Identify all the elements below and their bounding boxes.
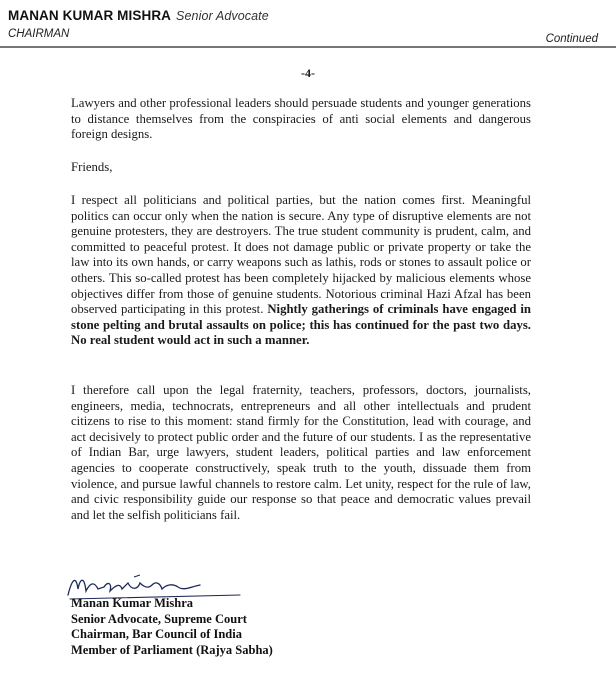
paragraph-persuade bbox=[71, 96, 531, 143]
signatory-designation-2: Chairman, Bar Council of India bbox=[71, 627, 242, 642]
page-number: -4- bbox=[301, 66, 315, 80]
letterhead-title: Senior Advocate bbox=[176, 9, 269, 23]
letterhead-role: CHAIRMAN bbox=[8, 28, 70, 40]
signatory-name: Manan Kumar Mishra bbox=[71, 596, 193, 610]
paragraph-text bbox=[71, 193, 531, 349]
letterhead-name: MANAN KUMAR MISHRA bbox=[8, 8, 172, 23]
signatory-designation-1: Senior Advocate, Supreme Court bbox=[71, 611, 247, 626]
signatory-designation-3: Member of Parliament (Rajya Sabha) bbox=[71, 643, 273, 658]
continued-label: Continued bbox=[545, 33, 598, 45]
signature-block bbox=[71, 596, 273, 659]
salutation bbox=[71, 160, 531, 176]
paragraph-regular-text: I respect all politicians and political parties, but the nation comes first. Meaningful politics can occur only when the nation is secure. Any type of disruptive elements are not genuine protesters, they are destroyers. The true student community is prudent, calm, and committed to peaceful protest. It does not damage public or private property or take the law into its own hands, or carry weapons such as lathis, rods or stones to assault police or others. This so-called protest has been completely hijacked by malicious elements whose objectives differ from those of genuine students. Notorious criminal Hazi Afzal has been observed participating in this protest. bbox=[71, 193, 531, 317]
salutation-text: Friends, bbox=[71, 160, 113, 174]
paragraph-bold-text: Nightly gatherings of criminals have engaged in stone pelting and brutal assaults on police; this has continued for the past two days. No real student would act in such a manner. bbox=[71, 302, 531, 348]
paragraph-call-upon bbox=[71, 383, 531, 523]
paragraph-text: Lawyers and other professional leaders should persuade students and younger generations to distance themselves from the conspiracies of anti social elements and dangerous foreign designs. bbox=[71, 96, 531, 142]
header-divider bbox=[0, 46, 616, 48]
paragraph-text: I therefore call upon the legal fraternity, teachers, professors, doctors, journalists, engineers, media, technocrats, entrepreneurs and all other intellectuals and prudent citizens to rise to this moment: stand firmly for the Constitution, lead with courage, and act decisively to protect public order and the future of our students. I as the representative of Indian Bar, urge lawyers, student leaders, political parties and law enforcement agencies to cooperate constructively, speak truth to the youth, dissuade them from violence, and pursue lawful channels to restore calm. Let unity, respect for the rule of law, and civic responsibility guide our response so that peace and democratic values prevail and let the selfish politicians fail. bbox=[71, 383, 531, 522]
paragraph-nation-first bbox=[71, 193, 531, 349]
letterhead-name-line bbox=[8, 8, 269, 23]
